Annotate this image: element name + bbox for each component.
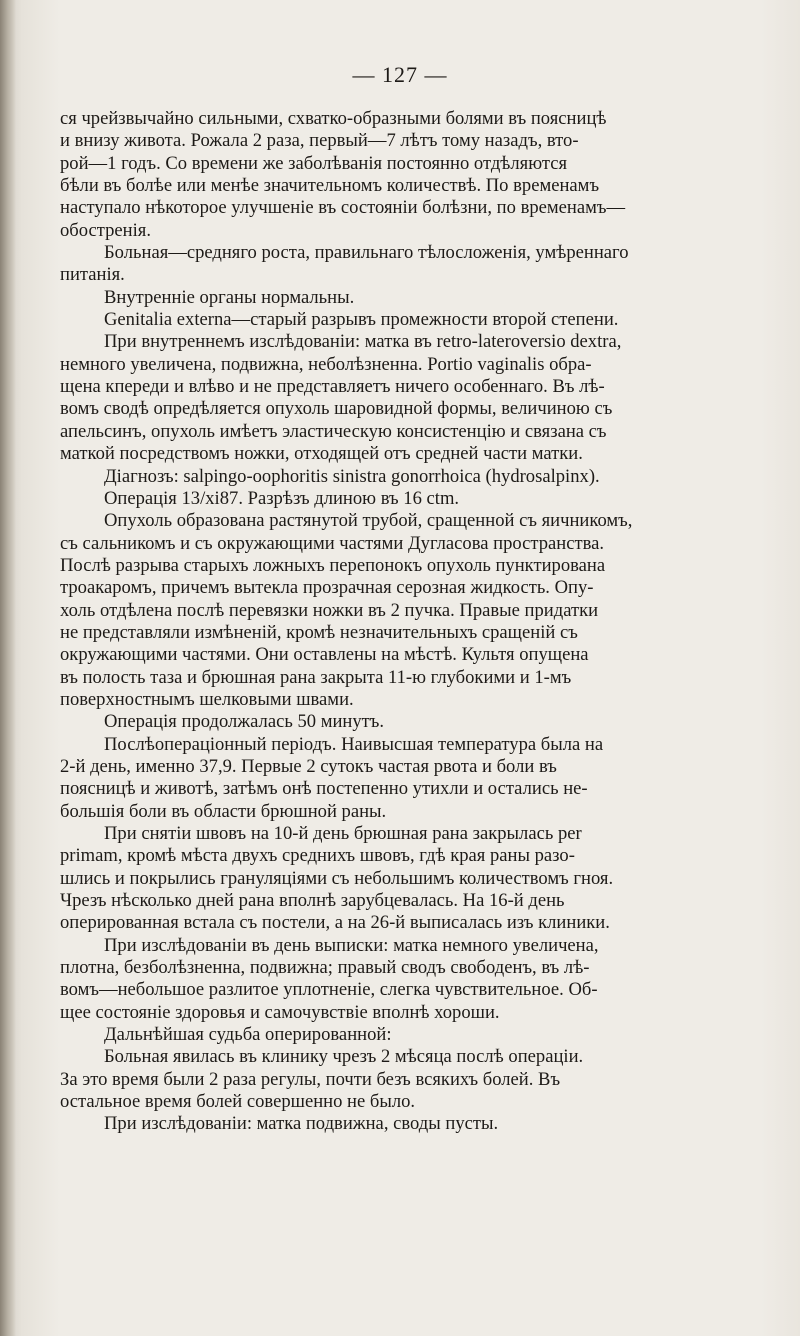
text-line: шлись и покрылись грануляціями съ небольшимъ количествомъ гноя.	[60, 867, 614, 889]
text-line: оперированная встала съ постели, а на 26-й выписалась изъ клиники.	[60, 912, 610, 934]
text-line: поясницѣ и животѣ, затѣмъ онѣ постепенно утихли и остались не-	[60, 778, 588, 800]
text-line: холь отдѣлена послѣ перевязки ножки въ 2 пучка. Правые придатки	[60, 599, 599, 621]
text-line: щена кпереди и влѣво и не представляетъ ничего особеннаго. Въ лѣ-	[60, 376, 605, 398]
text-line: При внутреннемъ изслѣдованіи: матка въ retro-lateroversio dextra,	[104, 331, 622, 353]
text-line: вомъ—небольшое разлитое уплотненіе, слегка чувствительное. Об-	[60, 979, 598, 1001]
text-line: 2-й день, именно 37,9. Первые 2 сутокъ частая рвота и боли въ	[60, 755, 557, 777]
text-line: ся чрейзвычайно сильными, схватко-образными болями въ поясницѣ	[60, 108, 607, 129]
text-line: Послѣ разрыва старыхъ ложныхъ перепонокъ опухоль пунктирована	[60, 554, 606, 576]
text-line: окружающими частями. Они оставлены на мѣстѣ. Культя опущена	[60, 644, 589, 666]
text-line: Операція продолжалась 50 минутъ.	[104, 711, 385, 733]
page-body-text	[60, 108, 750, 1136]
text-line: маткой посредствомъ ножки, отходящей отъ средней части матки.	[60, 443, 583, 465]
page-number: — 127 —	[352, 62, 448, 87]
text-line: вомъ сводѣ опредѣляется опухоль шаровидной формы, величиною съ	[60, 398, 613, 420]
text-line: Дальнѣйшая судьба оперированной:	[104, 1024, 392, 1046]
text-line: немного увеличена, подвижна, неболѣзненна. Portio vaginalis обра-	[60, 353, 592, 375]
book-spine-shadow	[0, 0, 16, 1336]
text-line: При изслѣдованіи: матка подвижна, своды пусты.	[104, 1113, 499, 1135]
text-line: поверхностнымъ шелковыми швами.	[60, 688, 354, 710]
text-line: Больная явилась въ клинику чрезъ 2 мѣсяца послѣ операціи.	[104, 1046, 584, 1068]
text-line: троакаромъ, причемъ вытекла прозрачная серозная жидкость. Опу-	[60, 577, 594, 599]
text-line: Genitalia externa—старый разрывъ промежности второй степени.	[104, 309, 619, 331]
text-line: Больная—средняго роста, правильнаго тѣлосложенія, умѣреннаго	[104, 242, 629, 264]
text-line: въ полость таза и брюшная рана закрыта 11-ю глубокими и 1-мъ	[60, 666, 572, 688]
text-line: Операція 13/хі87. Разрѣзъ длиною въ 16 ctm.	[104, 487, 460, 509]
text-line: щее состояніе здоровья и самочувствіе вполнѣ хороши.	[60, 1001, 500, 1023]
text-line: остальное время болей совершенно не было.	[60, 1091, 416, 1113]
text-line: primam, кромѣ мѣста двухъ среднихъ швовъ, гдѣ края раны разо-	[60, 845, 575, 867]
text-line: Внутренніе органы нормальны.	[104, 286, 355, 308]
text-line: За это время были 2 раза регулы, почти безъ всякихъ болей. Въ	[60, 1068, 561, 1090]
text-line: плотна, безболѣзненна, подвижна; правый сводъ свободенъ, въ лѣ-	[60, 957, 590, 979]
text-line: При снятіи швовъ на 10-й день брюшная рана закрылась per	[104, 823, 582, 844]
text-line: съ сальникомъ и съ окружающими частями Дугласова пространства.	[60, 532, 605, 554]
text-line: большія боли въ области брюшной раны.	[60, 800, 387, 822]
text-line: и внизу живота. Рожала 2 раза, первый—7 лѣтъ тому назадъ, вто-	[60, 130, 579, 152]
text-line: Діагнозъ: salpingo-oophoritis sinistra gonorrhoica (hydrosalpinx).	[104, 465, 600, 487]
text-line: рой—1 годъ. Со времени же заболѣванія постоянно отдѣляются	[60, 152, 568, 174]
text-line: наступало нѣкоторое улучшеніе въ состояніи болѣзни, по временамъ—	[60, 197, 626, 219]
text-line: апельсинъ, опухоль имѣетъ эластическую консистенцію и связана съ	[60, 420, 607, 442]
text-line: питанія.	[60, 264, 125, 286]
text-line: бѣли въ болѣе или менѣе значительномъ количествѣ. По временамъ	[60, 175, 600, 197]
text-line: обостренія.	[60, 219, 151, 241]
text-line: Послѣопераціонный періодъ. Наивысшая температура была на	[104, 733, 604, 755]
text-line: Опухоль образована растянутой трубой, сращенной съ яичникомъ,	[104, 510, 633, 532]
text-line: При изслѣдованіи въ день выписки: матка немного увеличена,	[104, 934, 599, 956]
text-line: не представляли измѣненій, кромѣ незначительныхъ сращеній съ	[60, 621, 578, 643]
text-line: Чрезъ нѣсколько дней рана вполнѣ зарубцевалась. На 16-й день	[60, 890, 565, 912]
